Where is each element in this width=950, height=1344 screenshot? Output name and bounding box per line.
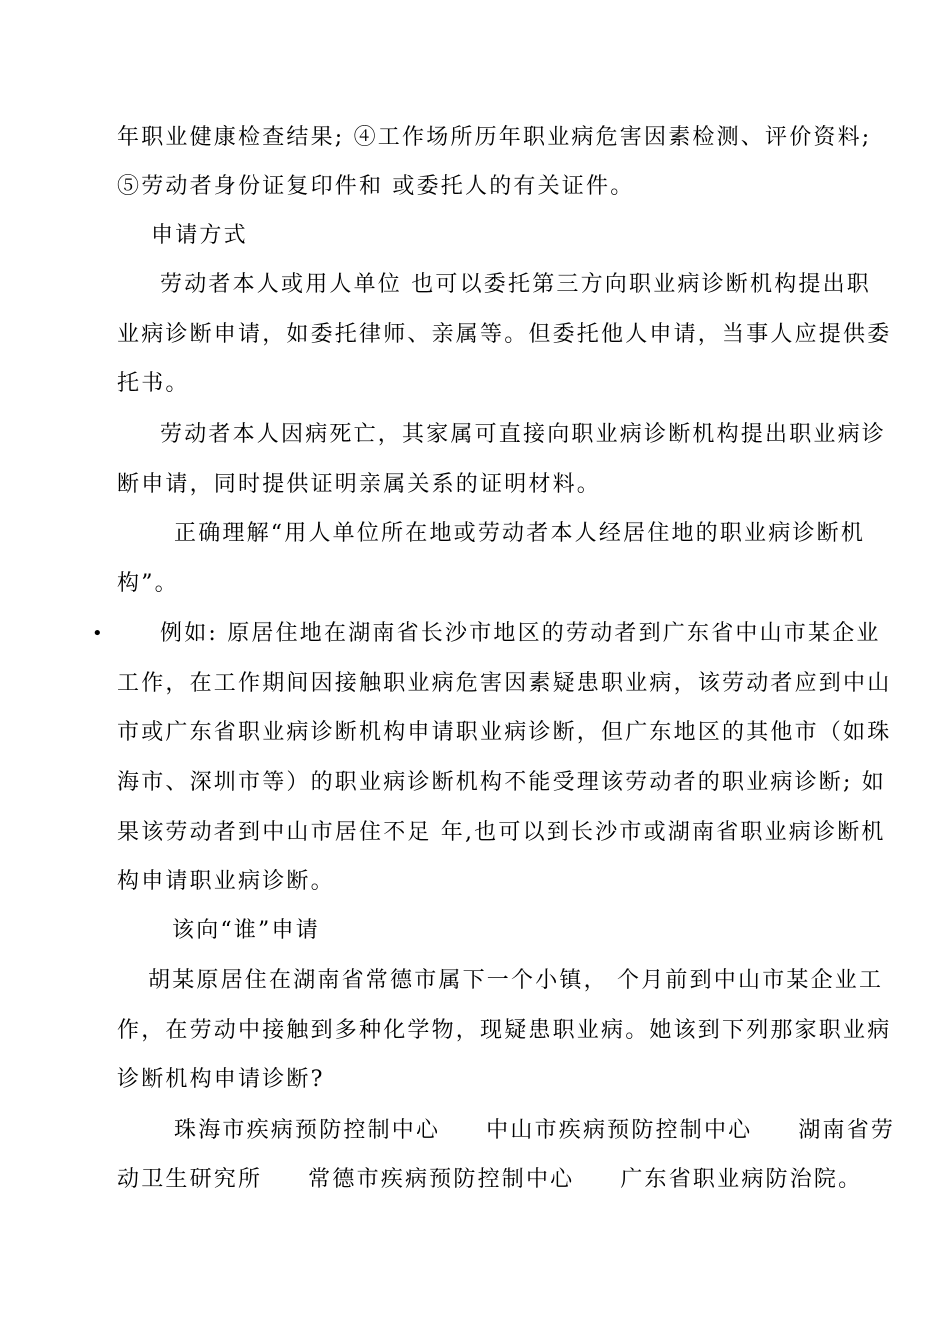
- paragraph-line: 构”。: [117, 571, 179, 596]
- paragraph-line: 例如: 原居住地在湖南省长沙市地区的劳动者到广东省中山市某企业: [160, 621, 881, 646]
- paragraph-line: 断申请，同时提供证明亲属关系的证明材料。: [117, 472, 602, 497]
- paragraph-line: 劳动者本人因病死亡，其家属可直接向职业病诊断机构提出职业病诊: [160, 422, 887, 447]
- paragraph-line: 胡某原居住在湖南省常德市属下一个小镇， 个月前到中山市某企业工: [148, 968, 884, 993]
- paragraph-line: 工作，在工作期间因接触职业病危害因素疑患职业病，该劳动者应到中山: [117, 671, 892, 696]
- paragraph-line: 托书。: [117, 371, 190, 396]
- paragraph-line: 果该劳动者到中山市居住不足 年,也可以到长沙市或湖南省职业病诊断机: [117, 820, 886, 845]
- paragraph-line: 作，在劳动中接触到多种化学物，现疑患职业病。她该到下列那家职业病: [117, 1018, 892, 1043]
- options-line: 珠海市疾病预防控制中心 中山市疾病预防控制中心 湖南省劳: [174, 1118, 896, 1143]
- bullet-icon: •: [92, 623, 103, 644]
- options-line: 动卫生研究所 常德市疾病预防控制中心 广东省职业病防治院。: [117, 1167, 863, 1192]
- paragraph-line: 正确理解“用人单位所在地或劳动者本人经居住地的职业病诊断机: [174, 521, 866, 546]
- paragraph-line: 市或广东省职业病诊断机构申请职业病诊断，但广东地区的其他市（如珠: [117, 720, 892, 745]
- paragraph-line: 诊断机构申请诊断?: [117, 1067, 325, 1092]
- paragraph-line: 年职业健康检查结果; ④工作场所历年职业病危害因素检测、评价资料;: [117, 125, 872, 150]
- paragraph-line: 构申请职业病诊断。: [117, 869, 335, 894]
- paragraph-line: 业病诊断申请，如委托律师、亲属等。但委托他人申请，当事人应提供委: [117, 322, 892, 347]
- paragraph-line: 海市、深圳市等）的职业病诊断机构不能受理该劳动者的职业病诊断; 如: [117, 770, 887, 795]
- paragraph-line: ⑤劳动者身份证复印件和 或委托人的有关证件。: [117, 174, 635, 199]
- section-heading: 申请方式: [151, 223, 248, 248]
- section-heading: 该向“谁”申请: [172, 918, 320, 943]
- paragraph-line: 劳动者本人或用人单位 也可以委托第三方向职业病诊断机构提出职: [160, 272, 871, 297]
